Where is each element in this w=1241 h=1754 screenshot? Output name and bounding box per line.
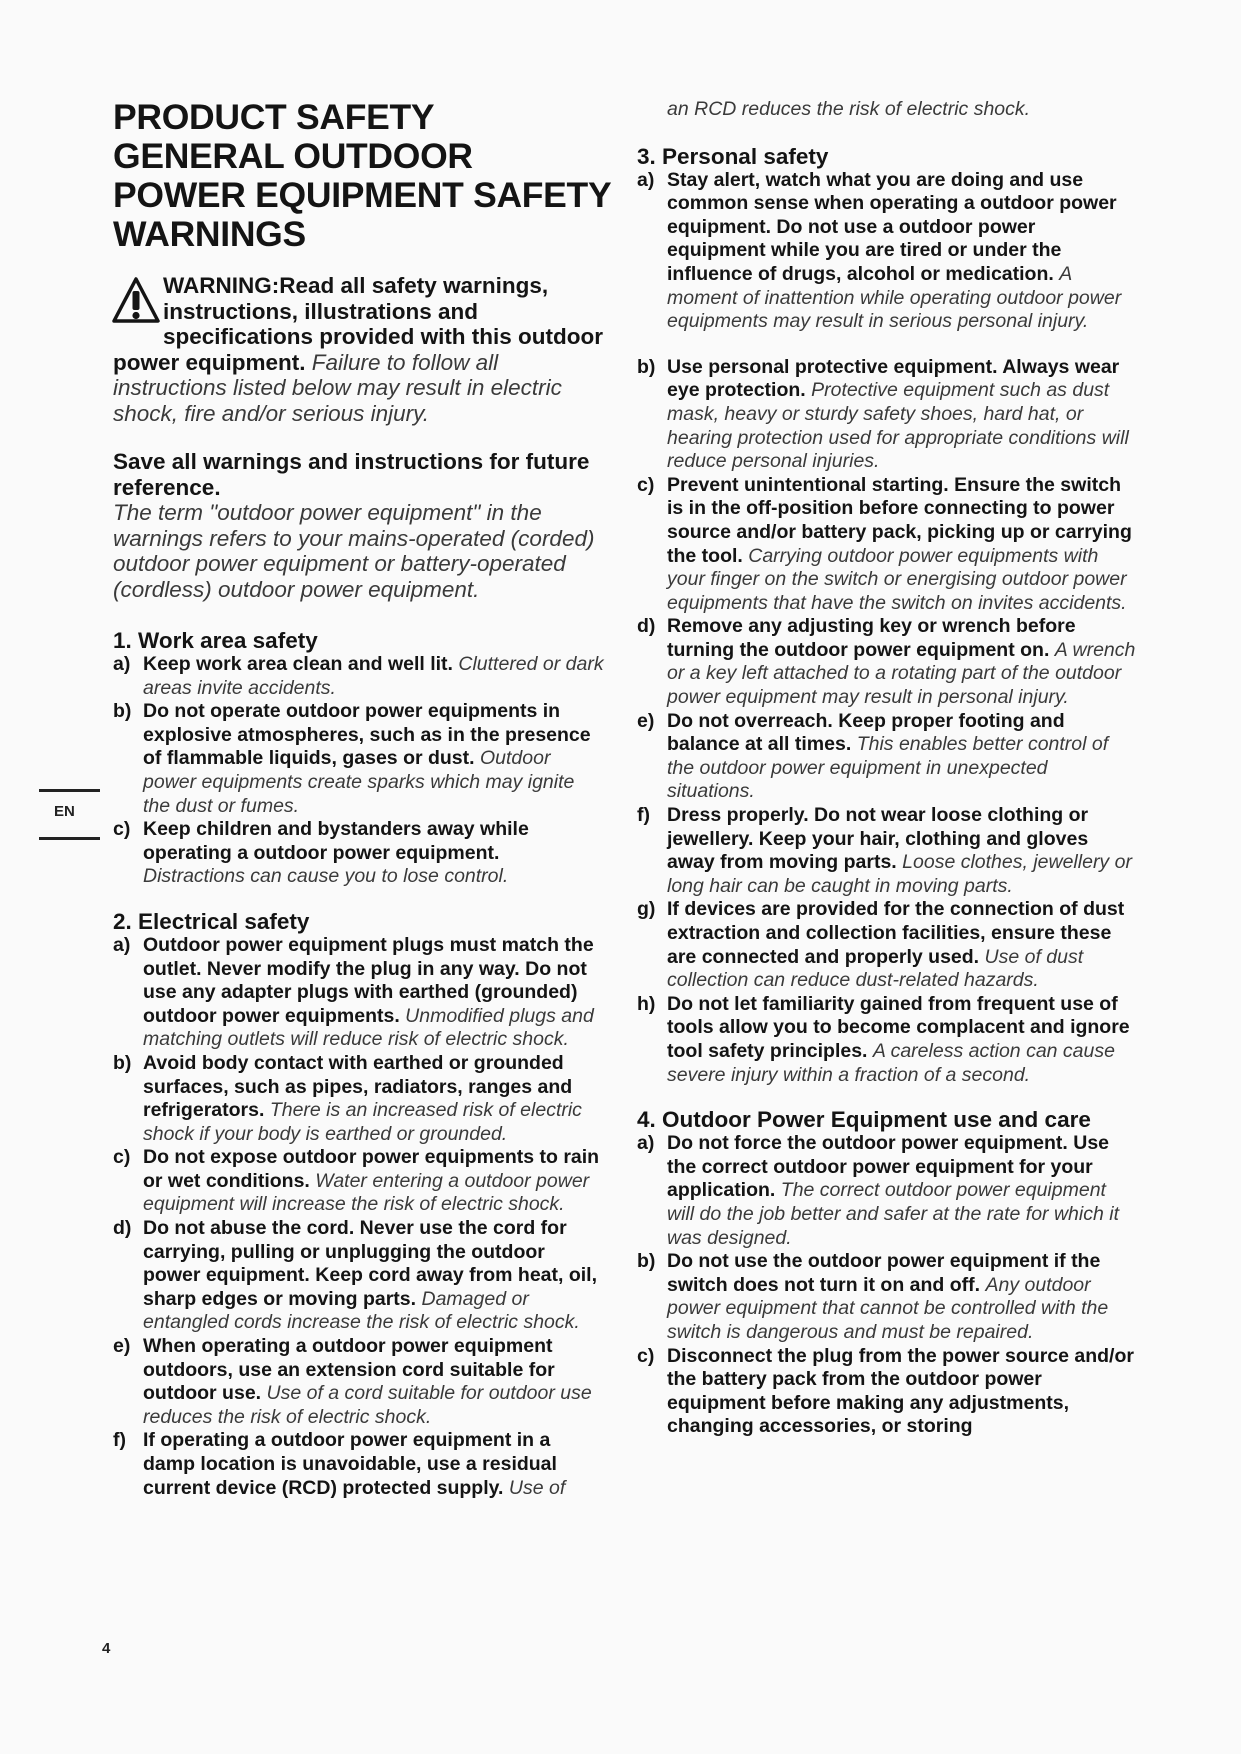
item-explanation: A wrench or a key left attached to a rotating part of the outdoor power equipment may result in personal injury. xyxy=(667,638,1136,709)
item-label: b) xyxy=(637,1250,656,1273)
item-label: a) xyxy=(113,933,131,956)
warning-triangle-icon xyxy=(111,275,161,327)
item-rule: Disconnect the plug from the power source and/or the battery pack from the outdoor power equipment before making any adjustments, changing accessories, or storing xyxy=(667,1344,1134,1438)
item-rule: Dress properly. Do not wear loose clothing or jewellery. Keep your hair, clothing and gloves away from moving parts. xyxy=(667,804,1089,874)
item-label: c) xyxy=(637,1344,655,1367)
item-label: a) xyxy=(637,168,655,191)
section-number: 4. xyxy=(637,1107,656,1133)
item-rule: When operating a outdoor power equipment outdoors, use an extension cord suitable for outdoor use. xyxy=(143,1335,555,1405)
list-item xyxy=(637,615,1137,709)
language-tab xyxy=(39,789,100,840)
item-rule: Outdoor power equipment plugs must match the outlet. Never modify the plug in any way. Do not use any adapter plugs with earthed (grounded) outdoor power equipments. xyxy=(143,933,594,1027)
item-rule: Do not expose outdoor power equipments to rain or wet conditions. xyxy=(143,1146,600,1192)
section-title: Outdoor Power Equipment use and care xyxy=(662,1107,1091,1133)
list-item xyxy=(637,474,1137,616)
warning-text: WARNING:Read all safety warnings, instructions, illustrations and specifications provided with this outdoor power equipment. xyxy=(113,273,604,375)
item-label: f) xyxy=(113,1429,126,1452)
item-label: c) xyxy=(637,473,655,496)
general-warning xyxy=(113,273,605,426)
item-rule: Remove any adjusting key or wrench before turning the outdoor power equipment on. xyxy=(667,615,1076,661)
item-explanation: Any outdoor power equipment that cannot be controlled with the switch is dangerous and must be repaired. xyxy=(667,1273,1109,1343)
term-definition: The term "outdoor power equipment" in the warnings refers to your mains-operated (corded) outdoor power equipment or battery-operated (cordless) outdoor power equipment. xyxy=(113,500,595,602)
item-explanation: A careless action can cause severe injury within a fraction of a second. xyxy=(667,1039,1115,1086)
item-explanation: Water entering a outdoor power equipment will increase the risk of electric shock. xyxy=(143,1169,590,1216)
save-heading: Save all warnings and instructions for future reference. xyxy=(113,449,590,500)
item-label: g) xyxy=(637,898,656,921)
item-explanation: Carrying outdoor power equipments with your finger on the switch or energising outdoor power equipments that have the switch on invites accidents. xyxy=(667,544,1127,614)
item-explanation: Cluttered or dark areas invite accidents. xyxy=(143,653,604,699)
title-line: WARNINGS xyxy=(113,214,306,254)
warning-consequence: Failure to follow all instructions listed below may result in electric shock, fire and/or serious injury. xyxy=(113,349,562,426)
item-rule: Use personal protective equipment. Always wear eye protection. xyxy=(667,355,1120,402)
item-rule: Keep work area clean and well lit. xyxy=(143,653,453,675)
item-explanation: Distractions can cause you to lose control. xyxy=(143,865,509,888)
save-instructions xyxy=(113,449,605,602)
section-number: 1. xyxy=(113,628,132,653)
list-item xyxy=(637,356,1137,474)
list-item xyxy=(113,818,605,889)
item-label: f) xyxy=(637,804,650,827)
item-explanation: Damaged or entangled cords increase the risk of electric shock. xyxy=(143,1287,580,1334)
item-label: b) xyxy=(113,1051,132,1074)
section-heading xyxy=(113,628,605,653)
item-list xyxy=(113,934,605,1500)
section-electrical-safety xyxy=(113,909,605,1500)
section-title: Work area safety xyxy=(138,628,318,653)
list-item xyxy=(113,653,605,700)
item-rule: Keep children and bystanders away while operating a outdoor power equipment. xyxy=(143,818,529,864)
list-item xyxy=(637,804,1137,898)
item-rule: Avoid body contact with earthed or grounded surfaces, such as pipes, radiators, ranges and refrigerators. xyxy=(143,1051,573,1122)
list-item xyxy=(637,1250,1137,1344)
section-work-area-safety xyxy=(113,628,605,889)
item-explanation: Use of xyxy=(508,1476,566,1499)
section-title: Electrical safety xyxy=(138,908,310,934)
title-line: GENERAL OUTDOOR xyxy=(113,136,473,176)
list-item xyxy=(113,1429,605,1500)
item-explanation: There is an increased risk of electric shock if your body is earthed or grounded. xyxy=(143,1099,582,1145)
list-item xyxy=(637,1345,1137,1439)
item-rule: Do not force the outdoor power equipment. Use the correct outdoor power equipment for your application. xyxy=(667,1132,1110,1202)
section-heading xyxy=(113,909,605,934)
title-line: PRODUCT SAFETY xyxy=(113,97,435,137)
page-title xyxy=(113,97,612,254)
item-label: b) xyxy=(113,700,132,723)
item-label: e) xyxy=(113,1335,131,1358)
tab-divider xyxy=(39,837,100,840)
item-rule: Prevent unintentional starting. Ensure the switch is in the off-position before connecting to power source and/or battery pack, picking up or carrying the tool. xyxy=(667,473,1132,567)
item-explanation: Outdoor power equipments create sparks which may ignite the dust or fumes. xyxy=(143,747,575,817)
item-rule: Do not use the outdoor power equipment if the switch does not turn it on and off. xyxy=(667,1250,1101,1296)
list-item xyxy=(113,1335,605,1429)
item-explanation: Use of dust collection can reduce dust-related hazards. xyxy=(667,945,1084,992)
item-explanation: an RCD reduces the risk of electric shock. xyxy=(667,98,1031,120)
item-explanation: Unmodified plugs and matching outlets will reduce risk of electric shock. xyxy=(143,1004,594,1051)
title-line: POWER EQUIPMENT SAFETY xyxy=(113,175,612,215)
section-title: Personal safety xyxy=(662,143,829,169)
section-equipment-use-and-care xyxy=(637,1107,1137,1439)
item-label: a) xyxy=(113,653,131,675)
item-explanation: Use of a cord suitable for outdoor use reduces the risk of electric shock. xyxy=(143,1382,592,1428)
item-rule: If operating a outdoor power equipment in a damp location is unavoidable, use a residual current device (RCD) protected supply. xyxy=(143,1429,557,1499)
section-heading xyxy=(637,1107,1137,1132)
item-label: c) xyxy=(113,1146,131,1169)
item-explanation: The correct outdoor power equipment will do the job better and safer at the rate for which it was designed. xyxy=(667,1179,1119,1249)
item-rule: Stay alert, watch what you are doing and use common sense when operating a outdoor power equipment. Do not use a outdoor power equipment while you are tired or under the influence of drugs, alcohol or medication. xyxy=(667,168,1117,285)
section-number: 2. xyxy=(113,908,132,934)
item-explanation: A moment of inattention while operating outdoor power equipments may result in serious personal injury. xyxy=(667,262,1122,333)
item-rule: Do not operate outdoor power equipments in explosive atmospheres, such as in the presence of flammable liquids, gases or dust. xyxy=(143,700,591,770)
section-personal-safety xyxy=(637,144,1137,1088)
item-label: h) xyxy=(637,992,656,1015)
item-label: e) xyxy=(637,709,655,732)
item-rule: Do not overreach. Keep proper footing and balance at all times. xyxy=(667,709,1065,756)
item-list xyxy=(637,1132,1137,1439)
list-item xyxy=(637,1132,1137,1250)
item-label: a) xyxy=(637,1132,655,1155)
list-item xyxy=(637,898,1137,992)
item-rule: Do not let familiarity gained from frequent use of tools allow you to become complacent and ignore tool safety principles. xyxy=(667,992,1130,1062)
left-column xyxy=(113,97,612,1500)
continued-text xyxy=(637,98,1137,122)
page-number: 4 xyxy=(102,1640,111,1657)
item-list xyxy=(637,169,1137,1088)
list-item xyxy=(637,710,1137,804)
list-item xyxy=(113,1217,605,1335)
section-number: 3. xyxy=(637,143,656,169)
list-item xyxy=(113,1052,605,1146)
tab-divider xyxy=(39,789,100,792)
list-item xyxy=(113,1146,605,1217)
section-heading xyxy=(637,144,1137,169)
item-label: b) xyxy=(637,355,656,378)
item-explanation: Loose clothes, jewellery or long hair can be caught in moving parts. xyxy=(667,851,1132,897)
item-label: d) xyxy=(637,615,656,638)
item-rule: If devices are provided for the connection of dust extraction and collection facilities, ensure these are connected and properly used. xyxy=(667,898,1125,968)
item-label: d) xyxy=(113,1217,132,1240)
item-rule: Do not abuse the cord. Never use the cord for carrying, pulling or unplugging the outdoor power equipment. Keep cord away from heat, oil, sharp edges or moving parts. xyxy=(143,1217,598,1310)
right-column xyxy=(637,98,1137,1439)
list-item xyxy=(113,700,605,818)
language-label: EN xyxy=(54,803,75,820)
list-item xyxy=(637,169,1137,334)
list-item xyxy=(113,934,605,1052)
item-list xyxy=(113,653,605,889)
item-label: c) xyxy=(113,818,131,841)
list-item xyxy=(637,993,1137,1087)
item-explanation: This enables better control of the outdoor power equipment in unexpected situations. xyxy=(667,733,1109,803)
item-explanation: Protective equipment such as dust mask, heavy or sturdy safety shoes, hard hat, or hearing protection used for appropriate conditions will reduce personal injuries. xyxy=(667,379,1129,473)
